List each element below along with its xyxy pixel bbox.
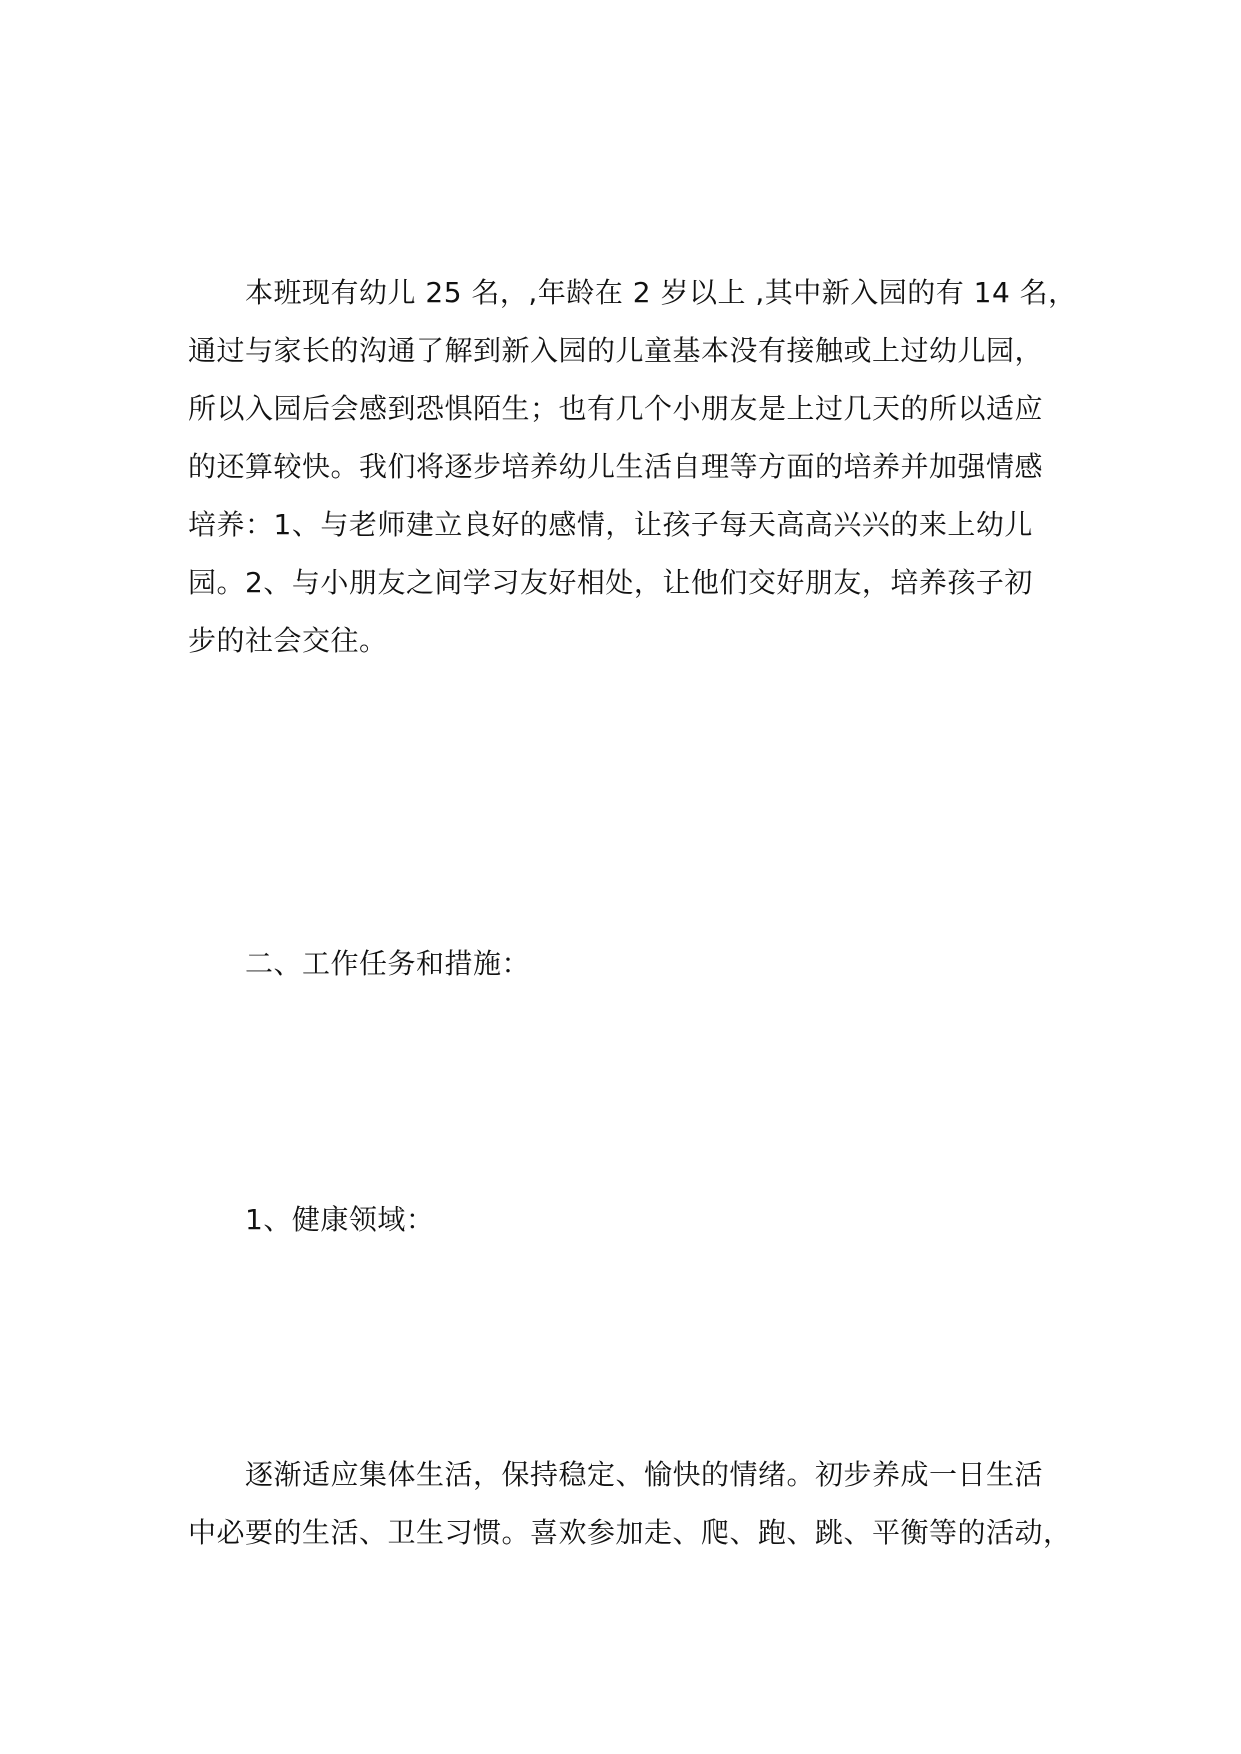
paragraph-line: 中必要的生活、卫生习惯。喜欢参加走、爬、跑、跳、平衡等的活动， [188,1516,1072,1549]
paragraph-line: 所以入园后会感到恐惧陌生；也有几个小朋友是上过几天的所以适应 [188,392,1044,425]
paragraph-line: 园。2、与小朋友之间学习友好相处，让他们交好朋友，培养孩子初 [188,566,1033,599]
health-paragraph [188,1446,1072,1562]
intro-paragraph [188,264,1077,670]
paragraph-line: 通过与家长的沟通了解到新入园的儿童基本没有接触或上过幼儿园， [188,334,1044,367]
paragraph-line: 本班现有幼儿 25 名，,年龄在 2 岁以上 ,其中新入园的有 14 名， [245,276,1077,309]
paragraph-line: 培养：1、与老师建立良好的感情，让孩子每天高高兴兴的来上幼儿 [188,508,1033,541]
section-heading-tasks [188,935,1068,993]
heading-text: 二、工作任务和措施： [245,947,531,980]
paragraph-line: 逐渐适应集体生活，保持稳定、愉快的情绪。初步养成一日生活 [245,1458,1044,1491]
section-heading-health [188,1191,1068,1249]
heading-text: 1、健康领域： [245,1203,435,1236]
paragraph-line: 步的社会交往。 [188,624,388,657]
paragraph-line: 的还算较快。我们将逐步培养幼儿生活自理等方面的培养并加强情感 [188,450,1044,483]
